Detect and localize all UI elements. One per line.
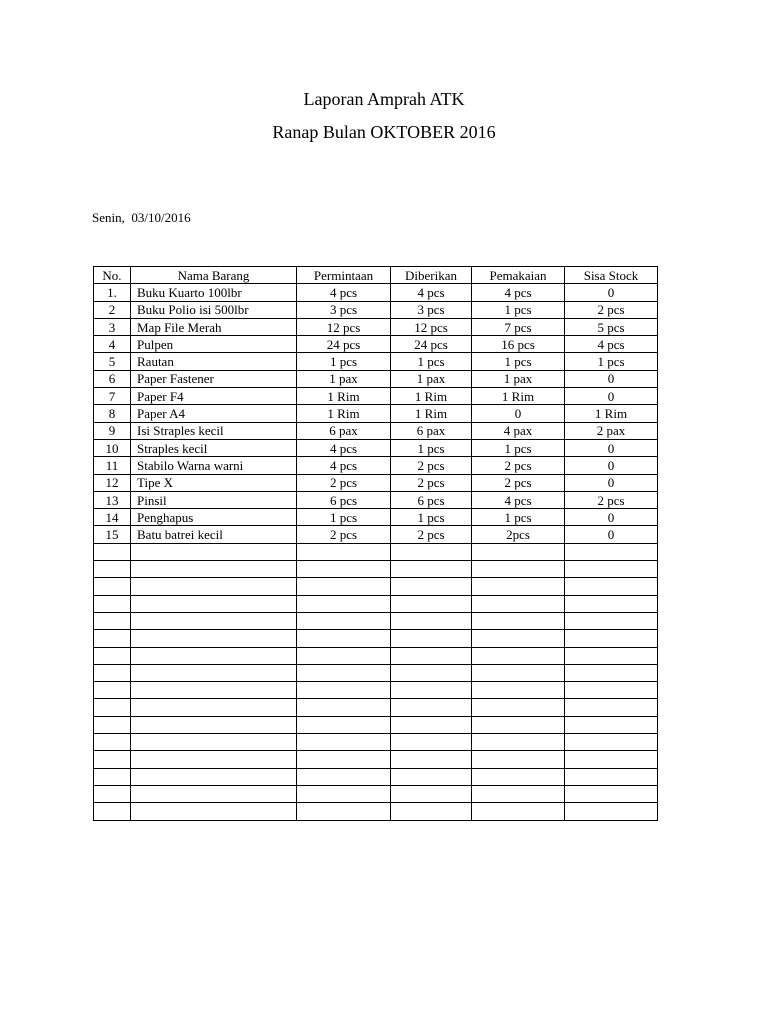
cell-given [391, 751, 472, 768]
cell-requested: 12 pcs [297, 318, 391, 335]
cell-remaining-stock [565, 543, 658, 560]
cell-remaining-stock: 0 [565, 526, 658, 543]
cell-no [94, 768, 131, 785]
cell-no [94, 630, 131, 647]
table-row [94, 284, 658, 301]
cell-requested [297, 682, 391, 699]
cell-no: 15 [94, 526, 131, 543]
cell-remaining-stock [565, 561, 658, 578]
cell-given: 4 pcs [391, 284, 472, 301]
cell-requested: 4 pcs [297, 284, 391, 301]
cell-given [391, 664, 472, 681]
cell-remaining-stock [565, 803, 658, 820]
cell-remaining-stock: 2 pcs [565, 301, 658, 318]
cell-given [391, 699, 472, 716]
table-row [94, 595, 658, 612]
cell-no: 14 [94, 509, 131, 526]
cell-no [94, 682, 131, 699]
cell-given [391, 578, 472, 595]
cell-item-name [131, 785, 297, 802]
report-date: Senin, 03/10/2016 [92, 210, 191, 225]
cell-no: 8 [94, 405, 131, 422]
cell-used [472, 647, 565, 664]
cell-given: 12 pcs [391, 318, 472, 335]
cell-requested: 4 pcs [297, 439, 391, 456]
cell-remaining-stock [565, 612, 658, 629]
cell-no [94, 543, 131, 560]
cell-requested [297, 647, 391, 664]
cell-used [472, 768, 565, 785]
table-row [94, 803, 658, 820]
cell-remaining-stock [565, 578, 658, 595]
cell-used: 2pcs [472, 526, 565, 543]
table-row [94, 509, 658, 526]
cell-no [94, 561, 131, 578]
cell-no: 3 [94, 318, 131, 335]
report-title: Laporan Amprah ATK [303, 89, 465, 109]
table-row [94, 682, 658, 699]
cell-no: 1. [94, 284, 131, 301]
cell-requested: 4 pcs [297, 457, 391, 474]
cell-given: 6 pcs [391, 491, 472, 508]
cell-given: 2 pcs [391, 526, 472, 543]
cell-item-name [131, 682, 297, 699]
table-row [94, 388, 658, 405]
report-subtitle: Ranap Bulan OKTOBER 2016 [272, 122, 496, 142]
cell-item-name [131, 647, 297, 664]
table-header-row [94, 267, 658, 284]
cell-remaining-stock: 2 pcs [565, 491, 658, 508]
cell-requested [297, 612, 391, 629]
table-row [94, 716, 658, 733]
cell-used: 2 pcs [472, 474, 565, 491]
cell-item-name [131, 699, 297, 716]
cell-requested: 1 pcs [297, 509, 391, 526]
cell-requested [297, 595, 391, 612]
table-row [94, 422, 658, 439]
cell-requested: 1 pcs [297, 353, 391, 370]
cell-item-name [131, 716, 297, 733]
cell-remaining-stock [565, 595, 658, 612]
cell-item-name: Isi Straples kecil [131, 422, 297, 439]
table-row [94, 561, 658, 578]
cell-item-name: Pulpen [131, 336, 297, 353]
cell-remaining-stock [565, 768, 658, 785]
cell-used [472, 561, 565, 578]
table-row [94, 405, 658, 422]
cell-no [94, 751, 131, 768]
table-row [94, 647, 658, 664]
cell-item-name [131, 561, 297, 578]
cell-requested: 1 Rim [297, 405, 391, 422]
cell-no: 6 [94, 370, 131, 387]
cell-no: 11 [94, 457, 131, 474]
cell-remaining-stock [565, 664, 658, 681]
cell-no [94, 647, 131, 664]
cell-used [472, 699, 565, 716]
cell-no: 5 [94, 353, 131, 370]
cell-item-name: Rautan [131, 353, 297, 370]
cell-given [391, 768, 472, 785]
cell-remaining-stock [565, 751, 658, 768]
cell-used: 1 Rim [472, 388, 565, 405]
cell-remaining-stock [565, 699, 658, 716]
header-item-name: Nama Barang [131, 267, 297, 284]
cell-used: 1 pcs [472, 439, 565, 456]
cell-used [472, 612, 565, 629]
cell-item-name: Stabilo Warna warni [131, 457, 297, 474]
cell-no: 13 [94, 491, 131, 508]
cell-item-name: Map File Merah [131, 318, 297, 335]
inventory-table [93, 266, 658, 821]
cell-used [472, 630, 565, 647]
cell-remaining-stock: 0 [565, 474, 658, 491]
cell-item-name [131, 768, 297, 785]
cell-item-name [131, 612, 297, 629]
table-row [94, 336, 658, 353]
cell-no: 9 [94, 422, 131, 439]
table-row [94, 474, 658, 491]
cell-used [472, 664, 565, 681]
cell-requested: 6 pax [297, 422, 391, 439]
cell-requested: 1 pax [297, 370, 391, 387]
table-row [94, 785, 658, 802]
cell-remaining-stock [565, 630, 658, 647]
cell-item-name [131, 751, 297, 768]
cell-given: 2 pcs [391, 457, 472, 474]
cell-given [391, 543, 472, 560]
header-requested: Permintaan [297, 267, 391, 284]
cell-given [391, 561, 472, 578]
header-used: Pemakaian [472, 267, 565, 284]
cell-used: 1 pcs [472, 353, 565, 370]
table-row [94, 491, 658, 508]
table-row [94, 612, 658, 629]
cell-no: 7 [94, 388, 131, 405]
cell-no: 4 [94, 336, 131, 353]
table-row [94, 318, 658, 335]
cell-given [391, 716, 472, 733]
cell-requested [297, 561, 391, 578]
cell-remaining-stock [565, 734, 658, 751]
table-row [94, 578, 658, 595]
cell-used: 4 pax [472, 422, 565, 439]
cell-remaining-stock: 5 pcs [565, 318, 658, 335]
header-given: Diberikan [391, 267, 472, 284]
table-row [94, 370, 658, 387]
cell-used [472, 803, 565, 820]
table-row [94, 353, 658, 370]
cell-given: 24 pcs [391, 336, 472, 353]
cell-no [94, 803, 131, 820]
cell-used: 0 [472, 405, 565, 422]
cell-item-name: Pinsil [131, 491, 297, 508]
cell-used: 4 pcs [472, 284, 565, 301]
table-row [94, 734, 658, 751]
cell-given: 3 pcs [391, 301, 472, 318]
cell-item-name [131, 630, 297, 647]
cell-no [94, 699, 131, 716]
cell-no: 2 [94, 301, 131, 318]
cell-remaining-stock [565, 785, 658, 802]
cell-remaining-stock: 0 [565, 370, 658, 387]
cell-used: 1 pax [472, 370, 565, 387]
cell-given [391, 612, 472, 629]
cell-given: 1 pcs [391, 439, 472, 456]
cell-given: 1 Rim [391, 388, 472, 405]
cell-remaining-stock: 0 [565, 388, 658, 405]
cell-given [391, 682, 472, 699]
cell-remaining-stock [565, 716, 658, 733]
cell-given: 1 pcs [391, 353, 472, 370]
cell-requested: 2 pcs [297, 526, 391, 543]
cell-remaining-stock: 2 pax [565, 422, 658, 439]
cell-item-name: Tipe X [131, 474, 297, 491]
cell-used: 4 pcs [472, 491, 565, 508]
cell-given: 1 pax [391, 370, 472, 387]
cell-no [94, 664, 131, 681]
cell-remaining-stock [565, 647, 658, 664]
cell-no [94, 612, 131, 629]
cell-used [472, 682, 565, 699]
cell-requested [297, 630, 391, 647]
cell-no: 12 [94, 474, 131, 491]
cell-used [472, 751, 565, 768]
cell-no [94, 595, 131, 612]
cell-used: 16 pcs [472, 336, 565, 353]
table-row [94, 664, 658, 681]
cell-used: 2 pcs [472, 457, 565, 474]
cell-used: 1 pcs [472, 509, 565, 526]
cell-requested [297, 664, 391, 681]
cell-given [391, 630, 472, 647]
table-row [94, 439, 658, 456]
cell-remaining-stock [565, 682, 658, 699]
cell-remaining-stock: 0 [565, 509, 658, 526]
table-row [94, 751, 658, 768]
cell-item-name [131, 734, 297, 751]
cell-used: 7 pcs [472, 318, 565, 335]
cell-requested: 1 Rim [297, 388, 391, 405]
cell-item-name: Paper F4 [131, 388, 297, 405]
cell-requested [297, 716, 391, 733]
cell-requested: 3 pcs [297, 301, 391, 318]
cell-item-name: Penghapus [131, 509, 297, 526]
table-row [94, 543, 658, 560]
cell-remaining-stock: 1 pcs [565, 353, 658, 370]
cell-requested: 6 pcs [297, 491, 391, 508]
cell-remaining-stock: 0 [565, 439, 658, 456]
cell-requested [297, 803, 391, 820]
cell-requested [297, 699, 391, 716]
cell-item-name [131, 543, 297, 560]
table-row [94, 526, 658, 543]
cell-requested [297, 768, 391, 785]
cell-requested: 2 pcs [297, 474, 391, 491]
cell-item-name: Batu batrei kecil [131, 526, 297, 543]
table-body [94, 284, 658, 820]
cell-given: 6 pax [391, 422, 472, 439]
cell-item-name [131, 595, 297, 612]
table-row [94, 457, 658, 474]
cell-requested: 24 pcs [297, 336, 391, 353]
header-remaining-stock: Sisa Stock [565, 267, 658, 284]
cell-item-name [131, 578, 297, 595]
cell-given: 1 Rim [391, 405, 472, 422]
cell-remaining-stock: 1 Rim [565, 405, 658, 422]
cell-used [472, 578, 565, 595]
table-row [94, 768, 658, 785]
cell-requested [297, 734, 391, 751]
cell-used [472, 716, 565, 733]
cell-item-name: Straples kecil [131, 439, 297, 456]
cell-remaining-stock: 0 [565, 284, 658, 301]
cell-no [94, 785, 131, 802]
cell-given: 2 pcs [391, 474, 472, 491]
cell-no [94, 734, 131, 751]
cell-remaining-stock: 0 [565, 457, 658, 474]
header-no: No. [94, 267, 131, 284]
cell-used [472, 734, 565, 751]
table-row [94, 301, 658, 318]
cell-item-name [131, 664, 297, 681]
cell-item-name [131, 803, 297, 820]
cell-item-name: Paper Fastener [131, 370, 297, 387]
cell-no [94, 578, 131, 595]
cell-requested [297, 785, 391, 802]
cell-item-name: Paper A4 [131, 405, 297, 422]
cell-given [391, 785, 472, 802]
cell-remaining-stock: 4 pcs [565, 336, 658, 353]
cell-item-name: Buku Polio isi 500lbr [131, 301, 297, 318]
cell-no [94, 716, 131, 733]
cell-no: 10 [94, 439, 131, 456]
cell-used [472, 785, 565, 802]
cell-used [472, 595, 565, 612]
cell-given [391, 803, 472, 820]
table-row [94, 630, 658, 647]
cell-given [391, 595, 472, 612]
cell-item-name: Buku Kuarto 100lbr [131, 284, 297, 301]
cell-requested [297, 751, 391, 768]
cell-requested [297, 543, 391, 560]
table-header [94, 267, 658, 284]
table-row [94, 699, 658, 716]
cell-requested [297, 578, 391, 595]
cell-given [391, 734, 472, 751]
cell-given [391, 647, 472, 664]
cell-used [472, 543, 565, 560]
cell-used: 1 pcs [472, 301, 565, 318]
cell-given: 1 pcs [391, 509, 472, 526]
